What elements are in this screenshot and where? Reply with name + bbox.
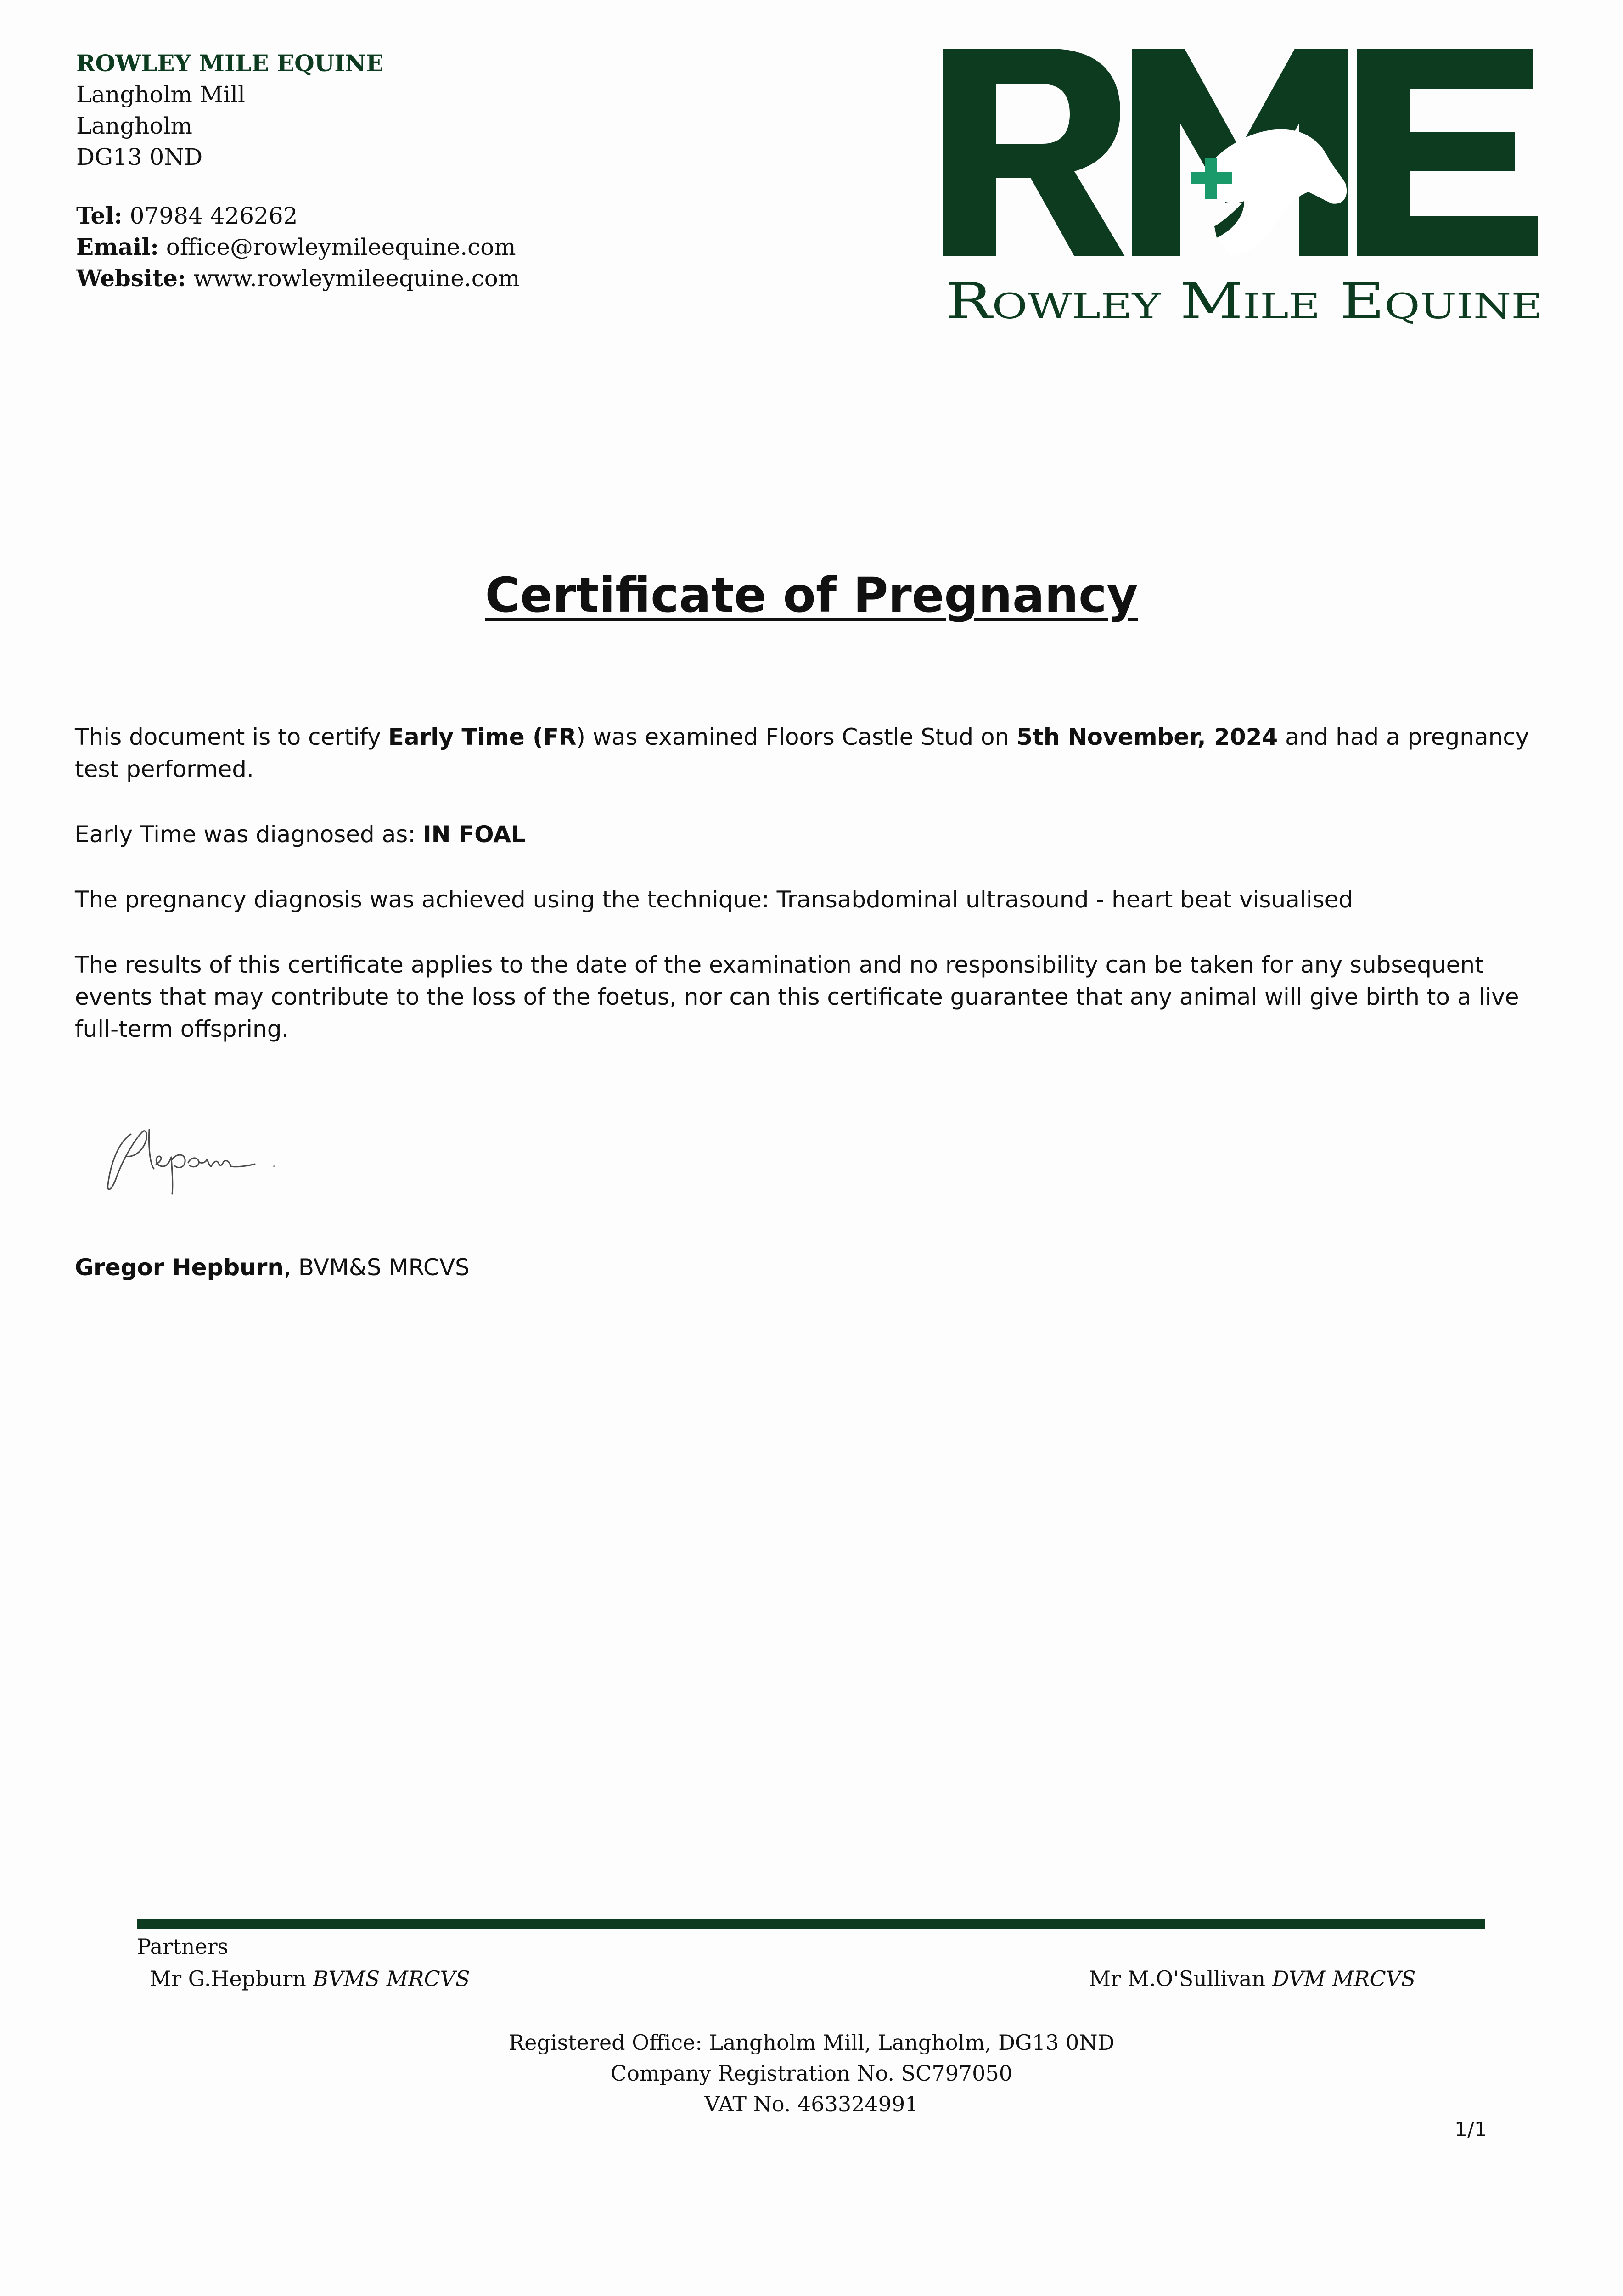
certificate-body — [75, 721, 1553, 1078]
address-postcode: DG13 0ND — [76, 144, 203, 170]
page-title: Certificate of Pregnancy — [485, 567, 1138, 623]
website-value: www.rowleymileequine.com — [193, 265, 520, 292]
partners-heading: Partners — [137, 1934, 229, 1959]
certification-paragraph — [75, 721, 1553, 785]
partner-1 — [150, 1964, 470, 1993]
email-label: Email: — [76, 233, 159, 260]
registered-office: Registered Office: Langholm Mill, Langholm, DG13 0ND — [508, 2030, 1115, 2055]
address-line-2: Langholm — [76, 113, 192, 139]
partner-2-quals: DVM MRCVS — [1272, 1966, 1416, 1991]
tel-line — [76, 200, 520, 231]
signatory-qualifications: , BVM&S MRCVS — [284, 1254, 470, 1281]
address-line-1: Langholm Mill — [76, 81, 245, 108]
vat-number: VAT No. 463324991 — [704, 2092, 919, 2116]
page-number: 1/1 — [1455, 2118, 1487, 2141]
company-registration: Company Registration No. SC797050 — [611, 2061, 1012, 2086]
partner-1-name: Mr G.Hepburn — [150, 1966, 313, 1991]
company-logo — [941, 45, 1547, 330]
company-address-block — [76, 48, 520, 294]
email-line — [76, 231, 520, 263]
signatory-name: Gregor Hepburn — [75, 1254, 284, 1281]
footer-divider — [137, 1919, 1485, 1929]
email-value: office@rowleymileequine.com — [166, 234, 516, 260]
tel-value: 07984 426262 — [129, 203, 298, 229]
partner-2 — [1089, 1964, 1415, 1993]
tel-label: Tel: — [76, 202, 123, 229]
horse-name: Early Time (FR — [388, 724, 577, 750]
exam-date: 5th November, 2024 — [1016, 724, 1278, 750]
disclaimer-paragraph: The results of this certificate applies to the date of the examination and no responsibility can be taken for any subsequent events that may contribute to the loss of the foetus, nor can this certificate guarantee that any animal will give birth to a live full-term offspring. — [75, 951, 1519, 1042]
partner-2-name: Mr M.O'Sullivan — [1089, 1966, 1272, 1991]
handwritten-signature — [99, 1120, 287, 1199]
signatory-line — [75, 1251, 470, 1283]
registration-details — [0, 2027, 1623, 2120]
company-name: ROWLEY MILE EQUINE — [76, 50, 384, 77]
diagnosis-result: IN FOAL — [423, 821, 526, 848]
logo-wordmark: Rowley Mile Equine — [946, 273, 1543, 330]
intro-mid: ) was examined Floors Castle Stud on — [576, 724, 1017, 750]
intro-suffix: and had a pregnancy test performed. — [75, 724, 1529, 782]
partner-1-quals: BVMS MRCVS — [313, 1966, 470, 1991]
diagnosis-prefix: Early Time was diagnosed as: — [75, 821, 423, 848]
intro-prefix: This document is to certify — [75, 724, 388, 750]
technique-paragraph: The pregnancy diagnosis was achieved using the technique: Transabdominal ultrasound - heart beat visualised — [75, 886, 1353, 913]
diagnosis-paragraph — [75, 818, 1553, 850]
website-line — [76, 263, 520, 294]
website-label: Website: — [76, 264, 186, 292]
